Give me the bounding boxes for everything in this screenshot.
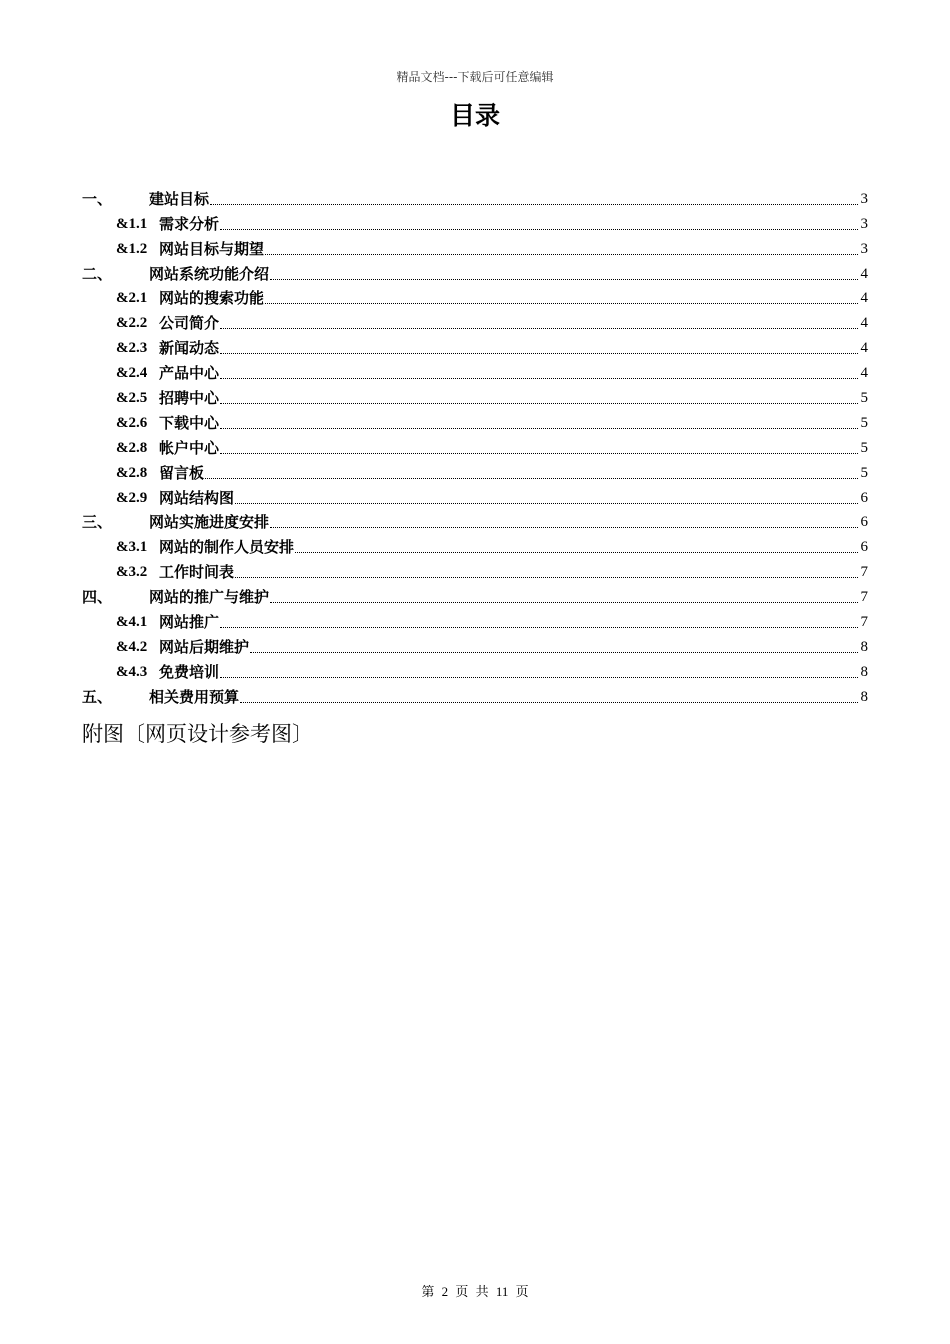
toc-entry[interactable] xyxy=(82,309,868,334)
toc-entry-number: &2.3 xyxy=(116,340,148,357)
toc-entry[interactable] xyxy=(82,558,868,583)
toc-entry-number: &1.2 xyxy=(116,240,148,257)
toc-entry-number: &2.4 xyxy=(116,365,148,382)
toc-entry-label: 新闻动态 xyxy=(159,339,220,358)
toc-entry-page-number: 4 xyxy=(860,365,868,382)
toc-entry-label: 需求分析 xyxy=(159,214,220,233)
toc-entry-page-number: 7 xyxy=(860,564,868,581)
toc-entry[interactable] xyxy=(82,359,868,384)
toc-dot-leader xyxy=(265,252,858,255)
toc-entry-label: 网站结构图 xyxy=(159,488,235,507)
toc-entry[interactable] xyxy=(82,608,868,633)
toc-entry-number: &4.1 xyxy=(116,614,148,631)
toc-entry-page-number: 8 xyxy=(860,663,868,680)
toc-dot-leader xyxy=(220,227,858,230)
toc-entry-number: 五、 xyxy=(82,687,113,706)
toc-entry-label: 产品中心 xyxy=(159,364,220,383)
toc-entry[interactable] xyxy=(82,409,868,434)
toc-entry-number: 一、 xyxy=(82,189,113,208)
toc-entry-label: 网站的制作人员安排 xyxy=(159,538,295,557)
toc-entry[interactable] xyxy=(82,533,868,558)
toc-entry-number: &2.5 xyxy=(116,390,148,407)
toc-entry-page-number: 3 xyxy=(860,215,868,232)
toc-entry-page-number: 4 xyxy=(860,315,868,332)
toc-dot-leader xyxy=(270,600,858,603)
toc-entry[interactable] xyxy=(82,683,868,708)
toc-entry-page-number: 5 xyxy=(860,414,868,431)
toc-dot-leader xyxy=(220,401,858,404)
toc-dot-leader xyxy=(220,675,858,678)
toc-dot-leader xyxy=(235,575,858,578)
toc-dot-leader xyxy=(220,451,858,454)
toc-entry-label: 网站实施进度安排 xyxy=(149,513,270,532)
toc-entry-page-number: 6 xyxy=(860,489,868,506)
toc-entry-label: 网站的推广与维护 xyxy=(149,588,270,607)
toc-entry-page-number: 6 xyxy=(860,539,868,556)
toc-entry-page-number: 7 xyxy=(860,589,868,606)
toc-entry[interactable] xyxy=(82,185,868,210)
toc-entry[interactable] xyxy=(82,285,868,310)
toc-entry-number: 四、 xyxy=(82,588,113,607)
toc-dot-leader xyxy=(220,625,858,628)
toc-entry-page-number: 3 xyxy=(860,190,868,207)
toc-entry-label: 网站后期维护 xyxy=(159,637,250,656)
toc-entry-page-number: 4 xyxy=(860,290,868,307)
toc-dot-leader xyxy=(250,650,858,653)
toc-entry-page-number: 5 xyxy=(860,390,868,407)
toc-entry-label: 免费培训 xyxy=(159,662,220,681)
toc-entry[interactable] xyxy=(82,235,868,260)
toc-entry-number: &3.1 xyxy=(116,539,148,556)
toc-dot-leader xyxy=(220,426,858,429)
toc-entry-page-number: 8 xyxy=(860,688,868,705)
toc-title: 目录 xyxy=(449,101,500,130)
toc-entry-number: &4.2 xyxy=(116,638,148,655)
toc-entry[interactable] xyxy=(82,260,868,285)
toc-entry-label: 招聘中心 xyxy=(159,389,220,408)
toc-entry[interactable] xyxy=(82,334,868,359)
page-header-note: 精品文档---下载后可任意编辑 xyxy=(396,70,554,84)
toc-entry[interactable] xyxy=(82,384,868,409)
toc-entry[interactable] xyxy=(82,658,868,683)
toc-entry-number: &4.3 xyxy=(116,663,148,680)
toc-dot-leader xyxy=(220,351,858,354)
toc-entry-label: 留言板 xyxy=(159,463,205,482)
toc-entry-label: 工作时间表 xyxy=(159,563,235,582)
toc-entry-page-number: 7 xyxy=(860,614,868,631)
page-footer: 第 2 页 共 11 页 xyxy=(421,1284,529,1299)
toc-entry-number: &2.9 xyxy=(116,489,148,506)
toc-dot-leader xyxy=(265,301,858,304)
toc-entry-number: &1.1 xyxy=(116,215,148,232)
toc-entry-page-number: 5 xyxy=(860,464,868,481)
appendix-heading: 附图〔网页设计参考图〕 xyxy=(82,722,313,746)
toc-entry-page-number: 3 xyxy=(860,240,868,257)
toc-dot-leader xyxy=(205,476,858,479)
toc-entry-label: 帐户中心 xyxy=(159,438,220,457)
toc-entry[interactable] xyxy=(82,210,868,235)
toc-dot-leader xyxy=(220,326,858,329)
toc-dot-leader xyxy=(220,376,858,379)
toc-entry-label: 公司简介 xyxy=(159,314,220,333)
toc-entry-number: &2.1 xyxy=(116,290,148,307)
toc-entry[interactable] xyxy=(82,633,868,658)
toc-entry-page-number: 4 xyxy=(860,340,868,357)
toc-entry[interactable] xyxy=(82,459,868,484)
toc-dot-leader xyxy=(270,525,858,528)
toc-dot-leader xyxy=(235,501,858,504)
toc-entry[interactable] xyxy=(82,484,868,509)
toc-entry-label: 建站目标 xyxy=(149,189,210,208)
toc-entry-number: 二、 xyxy=(82,264,113,283)
toc-entry-page-number: 8 xyxy=(860,638,868,655)
toc-dot-leader xyxy=(295,550,858,553)
toc-entry-number: &2.8 xyxy=(116,439,148,456)
toc-entry-page-number: 5 xyxy=(860,439,868,456)
toc-entry-number: &2.6 xyxy=(116,414,148,431)
toc-entry-label: 下载中心 xyxy=(159,413,220,432)
toc-entry-label: 网站目标与期望 xyxy=(159,239,265,258)
toc-dot-leader xyxy=(270,277,858,280)
toc-entry-number: 三、 xyxy=(82,513,113,532)
toc-dot-leader xyxy=(210,202,858,205)
toc-entry-label: 网站系统功能介绍 xyxy=(149,264,270,283)
toc-dot-leader xyxy=(240,700,858,703)
toc-entry[interactable] xyxy=(82,509,868,534)
toc-entry-label: 网站推广 xyxy=(159,613,220,632)
toc-entry-page-number: 6 xyxy=(860,514,868,531)
toc-entry-number: &3.2 xyxy=(116,564,148,581)
table-of-contents xyxy=(82,185,868,708)
toc-entry[interactable] xyxy=(82,583,868,608)
toc-entry-number: &2.8 xyxy=(116,464,148,481)
toc-entry-page-number: 4 xyxy=(860,265,868,282)
toc-entry-label: 网站的搜索功能 xyxy=(159,289,265,308)
toc-entry-number: &2.2 xyxy=(116,315,148,332)
toc-entry[interactable] xyxy=(82,434,868,459)
toc-entry-label: 相关费用预算 xyxy=(149,687,240,706)
